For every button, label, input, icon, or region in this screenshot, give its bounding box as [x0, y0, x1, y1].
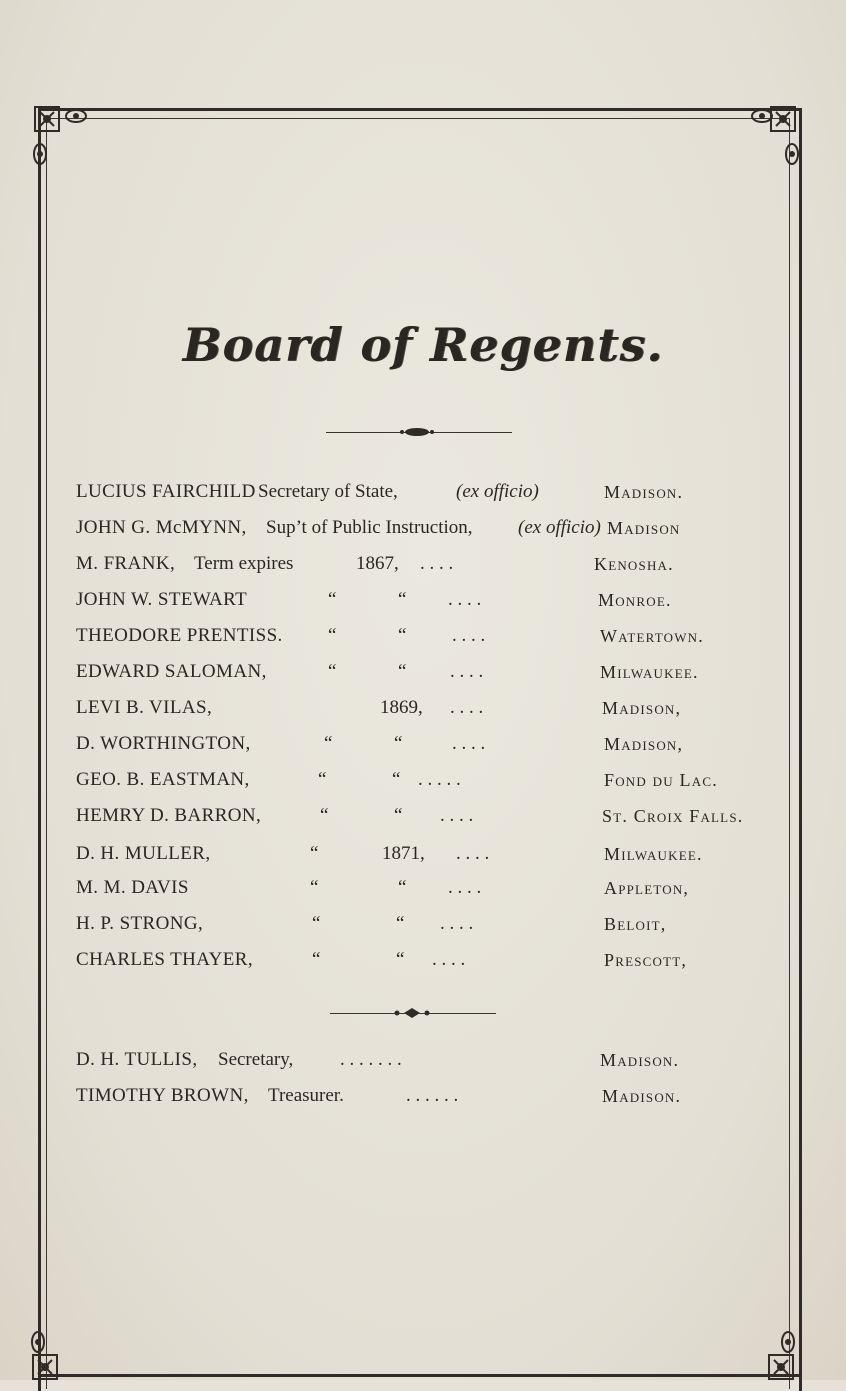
regent-place: Madison — [607, 518, 681, 538]
scroll-ornament-icon — [782, 138, 802, 172]
regent-name: HEMRY D. BARRON, — [76, 805, 262, 826]
list-item — [0, 909, 846, 939]
scroll-ornament-icon — [778, 1326, 798, 1360]
list-item — [0, 693, 846, 723]
ditto-mark: “ — [312, 949, 321, 970]
regent-term: “ — [392, 769, 401, 790]
officer-name: D. H. TULLIS, — [76, 1049, 198, 1070]
ditto-mark: “ — [324, 733, 333, 754]
regent-place: Watertown. — [600, 626, 704, 646]
divider-ornament-icon — [392, 1006, 432, 1020]
list-item — [0, 549, 846, 579]
list-item — [0, 513, 846, 543]
officer-role: Secretary, — [218, 1049, 294, 1070]
regent-term: 1871, — [382, 843, 425, 864]
leader-dots: . . . . — [440, 913, 474, 934]
leader-dots: . . . . . — [418, 769, 461, 790]
regent-name: D. H. MULLER, — [76, 843, 211, 864]
leader-dots: . . . . — [440, 805, 474, 826]
leader-dots: . . . . — [450, 661, 484, 682]
regent-term: “ — [396, 949, 405, 970]
list-item — [0, 839, 846, 869]
ditto-mark: “ — [310, 877, 319, 898]
leader-dots: . . . . — [452, 625, 486, 646]
ditto-mark: “ — [328, 661, 337, 682]
regent-place: Madison, — [604, 734, 684, 754]
regent-place: Prescott, — [604, 950, 688, 970]
regent-term: 1869, — [380, 697, 423, 718]
scroll-ornament-icon — [28, 1326, 48, 1360]
list-item — [0, 477, 846, 507]
regent-place: Kenosha. — [594, 554, 674, 574]
list-item — [0, 585, 846, 615]
regent-detail: Term expires — [194, 553, 294, 574]
regent-name: CHARLES THAYER, — [76, 949, 254, 970]
scroll-ornament-icon — [30, 138, 50, 172]
list-item — [0, 657, 846, 687]
regent-term: “ — [394, 805, 403, 826]
scroll-ornament-icon — [62, 106, 102, 126]
ditto-mark: “ — [320, 805, 329, 826]
ditto-mark: “ — [318, 769, 327, 790]
regent-name: JOHN W. STEWART — [76, 589, 248, 610]
corner-ornament-icon — [32, 104, 62, 134]
regent-place: Monroe. — [598, 590, 672, 610]
list-item — [0, 873, 846, 903]
list-item — [0, 729, 846, 759]
leader-dots: . . . . . . — [406, 1085, 459, 1106]
scroll-ornament-icon — [736, 106, 776, 126]
regent-name: D. WORTHINGTON, — [76, 733, 251, 754]
regent-name: THEODORE PRENTISS. — [76, 625, 283, 646]
ditto-mark: “ — [328, 589, 337, 610]
leader-dots: . . . . — [452, 733, 486, 754]
list-item — [0, 1081, 846, 1111]
regent-name: H. P. STRONG, — [76, 913, 204, 934]
regent-term: “ — [398, 877, 407, 898]
regent-place: Madison, — [602, 698, 682, 718]
regent-term: “ — [396, 913, 405, 934]
page-title: Board of Regents. — [182, 318, 664, 372]
regent-term: “ — [398, 589, 407, 610]
leader-dots: . . . . — [420, 553, 454, 574]
ditto-mark: “ — [328, 625, 337, 646]
list-item — [0, 765, 846, 795]
regent-name: GEO. B. EASTMAN, — [76, 769, 250, 790]
regent-place: Beloit, — [604, 914, 667, 934]
regent-place: Madison. — [604, 482, 684, 502]
regent-name: M. FRANK, — [76, 553, 176, 574]
ditto-mark: “ — [310, 843, 319, 864]
officer-place: Madison. — [600, 1050, 680, 1070]
regent-name: LUCIUS FAIRCHILD — [76, 481, 256, 502]
officer-role: Treasurer. — [268, 1085, 344, 1106]
regent-detail-italic: (ex officio) — [456, 481, 539, 502]
leader-dots: . . . . — [456, 843, 490, 864]
divider-ornament-icon — [398, 426, 436, 438]
list-item — [0, 1045, 846, 1075]
regent-name: EDWARD SALOMAN, — [76, 661, 267, 682]
regent-term: “ — [398, 625, 407, 646]
list-item — [0, 945, 846, 975]
regent-term: “ — [398, 661, 407, 682]
regent-name: JOHN G. McMYNN, — [76, 517, 247, 538]
regent-name: LEVI B. VILAS, — [76, 697, 213, 718]
regent-detail: Sup’t of Public Instruction, — [266, 517, 473, 538]
leader-dots: . . . . — [450, 697, 484, 718]
officer-place: Madison. — [602, 1086, 682, 1106]
regent-detail: Secretary of State, — [258, 481, 398, 502]
regent-term: 1867, — [356, 553, 399, 574]
leader-dots: . . . . . . . — [340, 1049, 402, 1070]
regent-detail-italic: (ex officio) — [518, 517, 601, 538]
ditto-mark: “ — [312, 913, 321, 934]
regent-place: St. Croix Falls. — [602, 806, 744, 826]
leader-dots: . . . . — [432, 949, 466, 970]
officer-name: TIMOTHY BROWN, — [76, 1085, 249, 1106]
border-frame-bottom — [38, 1374, 802, 1377]
regent-term: “ — [394, 733, 403, 754]
regent-place: Appleton, — [604, 878, 690, 898]
leader-dots: . . . . — [448, 589, 482, 610]
regent-place: Fond du Lac. — [604, 770, 718, 790]
regent-place: Milwaukee. — [600, 662, 699, 682]
list-item — [0, 801, 846, 831]
regent-name: M. M. DAVIS — [76, 877, 189, 898]
list-item — [0, 621, 846, 651]
regent-place: Milwaukee. — [604, 844, 703, 864]
leader-dots: . . . . — [448, 877, 482, 898]
